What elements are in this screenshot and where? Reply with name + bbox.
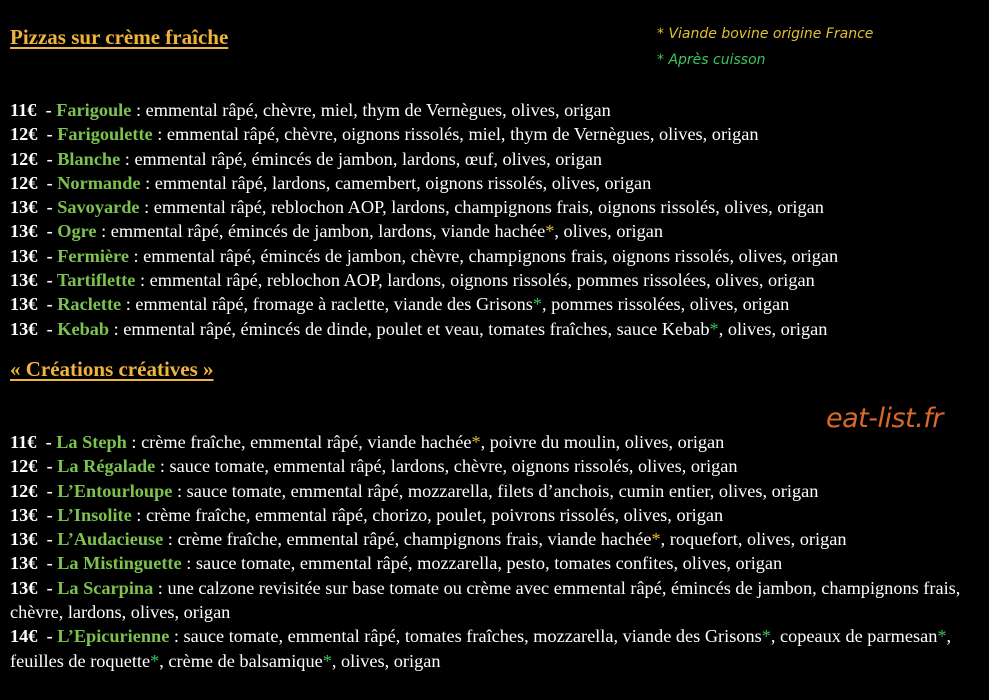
- item-price: 12€: [10, 456, 38, 477]
- item-name: Ogre: [57, 221, 97, 242]
- item-name: Raclette: [57, 294, 122, 315]
- item-price: 13€: [10, 504, 38, 525]
- menu-item: 13€ - Ogre : emmental râpé, émincés de jambon, lardons, viande hachée*, olives, origan: [10, 221, 664, 242]
- item-price: 12€: [10, 148, 38, 169]
- item-price: 13€: [10, 221, 38, 242]
- after-cooking-asterisk: *: [709, 318, 719, 339]
- creative-pizza-list: [10, 430, 985, 673]
- cream-pizza-list: [10, 98, 985, 341]
- after-cooking-asterisk: *: [150, 650, 160, 671]
- item-description: : emmental râpé, fromage à raclette, viande des Grisons: [121, 294, 533, 315]
- beef-origin-asterisk: *: [651, 529, 661, 550]
- item-name: L’Insolite: [57, 504, 132, 525]
- menu-item: 13€ - La Scarpina : une calzone revisitée sur base tomate ou crème avec emmental râpé, émincés de jambon, champignons frais, chèvre, lardons, olives, origan: [10, 577, 961, 623]
- watermark-logo: eat-list.fr: [826, 403, 943, 434]
- item-description: : crème fraîche, emmental râpé, viande hachée: [126, 432, 472, 452]
- item-description: : sauce tomate, emmental râpé, mozzarella, pesto, tomates confites, olives, origan: [181, 553, 783, 574]
- after-cooking-asterisk: *: [322, 650, 332, 671]
- menu-item: 13€ - Raclette : emmental râpé, fromage à raclette, viande des Grisons*, pommes rissolées, olives, origan: [10, 294, 790, 315]
- item-description: : emmental râpé, émincés de jambon, lardons, œuf, olives, origan: [120, 148, 602, 169]
- item-description: : emmental râpé, reblochon AOP, lardons, champignons frais, oignons rissolés, olives, origan: [139, 197, 824, 218]
- menu-item: 12€ - La Régalade : sauce tomate, emmental râpé, lardons, chèvre, oignons rissolés, olives, origan: [10, 456, 738, 477]
- menu-item: 12€ - Farigoulette : emmental râpé, chèvre, oignons rissolés, miel, thym de Vernègues, olives, origan: [10, 124, 759, 145]
- item-name: La Régalade: [57, 456, 156, 477]
- legend-beef-origin: * Viande bovine origine France: [657, 26, 874, 42]
- item-description: : emmental râpé, émincés de dinde, poulet et veau, tomates fraîches, sauce Kebab: [109, 318, 710, 339]
- item-description-end: , olives, origan: [554, 221, 664, 242]
- item-price: 13€: [10, 553, 38, 574]
- section-title-creative-creations: « Créations créatives »: [10, 357, 214, 381]
- after-cooking-asterisk: *: [937, 626, 947, 647]
- menu-item: 13€ - L’Insolite : crème fraîche, emmental râpé, chorizo, poulet, poivrons rissolés, olives, origan: [10, 504, 724, 525]
- section-title-cream-pizzas: Pizzas sur crème fraîche: [10, 25, 229, 49]
- item-name: Farigoule: [56, 100, 132, 120]
- after-cooking-asterisk: *: [761, 626, 771, 647]
- item-description: : emmental râpé, reblochon AOP, lardons, oignons rissolés, pommes rissolées, olives, origan: [135, 270, 815, 291]
- menu-item: 13€ - Tartiflette : emmental râpé, reblochon AOP, lardons, oignons rissolés, pommes rissolées, olives, origan: [10, 270, 815, 291]
- item-price: 12€: [10, 480, 38, 501]
- legend-after-cooking: * Après cuisson: [657, 52, 766, 68]
- item-description: : une calzone revisitée sur base tomate ou crème avec emmental râpé, émincés de jambon, champignons frais, chèvre, lardons, olives, origan: [10, 577, 961, 623]
- item-description: : sauce tomate, emmental râpé, lardons, chèvre, oignons rissolés, olives, origan: [155, 456, 738, 477]
- item-description: : emmental râpé, émincés de jambon, lardons, viande hachée: [96, 221, 546, 242]
- item-price: 14€: [10, 626, 38, 647]
- item-description-end: , poivre du moulin, olives, origan: [480, 432, 725, 452]
- item-description: : emmental râpé, chèvre, miel, thym de Vernègues, olives, origan: [131, 100, 611, 120]
- item-price: 11€: [10, 432, 37, 452]
- item-description-part: , feuilles de roquette: [10, 626, 952, 671]
- item-description: : emmental râpé, lardons, camembert, oignons rissolés, olives, origan: [140, 172, 652, 193]
- item-description: : crème fraîche, emmental râpé, chorizo, poulet, poivrons rissolés, olives, origan: [131, 504, 724, 525]
- menu-item: 11€ - Farigoule : emmental râpé, chèvre, miel, thym de Vernègues, olives, origan: [10, 100, 611, 120]
- item-price: 13€: [10, 318, 38, 339]
- item-name: L’Entourloupe: [57, 480, 173, 501]
- beef-origin-asterisk: *: [545, 221, 555, 242]
- item-price: 12€: [10, 124, 38, 145]
- item-price: 11€: [10, 100, 37, 120]
- menu-item: 11€ - La Steph : crème fraîche, emmental râpé, viande hachée*, poivre du moulin, olives, origan: [10, 432, 725, 452]
- item-name: Savoyarde: [57, 197, 140, 218]
- item-description: : emmental râpé, émincés de jambon, chèvre, champignons frais, oignons rissolés, olives, origan: [128, 245, 839, 266]
- item-name: La Mistinguette: [57, 553, 182, 574]
- item-name: La Scarpina: [57, 577, 154, 598]
- item-name: Blanche: [57, 148, 121, 169]
- menu-item: 13€ - Savoyarde : emmental râpé, reblochon AOP, lardons, champignons frais, oignons rissolés, olives, origan: [10, 197, 824, 218]
- menu-item: 13€ - L’Audacieuse : crème fraîche, emmental râpé, champignons frais, viande hachée*, roquefort, olives, origan: [10, 529, 847, 550]
- item-price: 13€: [10, 197, 38, 218]
- item-description: : sauce tomate, emmental râpé, mozzarella, filets d’anchois, cumin entier, olives, origan: [172, 480, 819, 501]
- item-name: L’Epicurienne: [57, 626, 170, 647]
- item-price: 13€: [10, 294, 38, 315]
- item-description-end: , pommes rissolées, olives, origan: [542, 294, 790, 315]
- item-price: 12€: [10, 172, 38, 193]
- item-name: L’Audacieuse: [57, 529, 164, 550]
- item-price: 13€: [10, 529, 38, 550]
- item-name: La Steph: [56, 432, 127, 452]
- item-price: 13€: [10, 245, 38, 266]
- item-price: 13€: [10, 577, 38, 598]
- item-name: Fermière: [57, 245, 129, 266]
- item-price: 13€: [10, 270, 38, 291]
- item-description-end: , roquefort, olives, origan: [660, 529, 847, 550]
- menu-item: 12€ - Blanche : emmental râpé, émincés de jambon, lardons, œuf, olives, origan: [10, 148, 602, 169]
- item-description-part: , copeaux de parmesan: [770, 626, 938, 647]
- item-description-part: , crème de balsamique: [159, 650, 323, 671]
- menu-item: 12€ - Normande : emmental râpé, lardons, camembert, oignons rissolés, olives, origan: [10, 172, 652, 193]
- item-name: Kebab: [57, 318, 110, 339]
- item-name: Normande: [57, 172, 141, 193]
- item-description: : crème fraîche, emmental râpé, champignons frais, viande hachée: [163, 529, 652, 550]
- item-description: : sauce tomate, emmental râpé, tomates fraîches, mozzarella, viande des Grisons: [169, 626, 762, 647]
- menu-item: 13€ - Fermière : emmental râpé, émincés de jambon, chèvre, champignons frais, oignons rissolés, olives, origan: [10, 245, 839, 266]
- menu-item: 12€ - L’Entourloupe : sauce tomate, emmental râpé, mozzarella, filets d’anchois, cumin entier, olives, origan: [10, 480, 819, 501]
- beef-origin-asterisk: *: [471, 432, 481, 452]
- after-cooking-asterisk: *: [532, 294, 542, 315]
- item-name: Tartiflette: [56, 270, 136, 291]
- item-name: Farigoulette: [57, 124, 153, 145]
- item-description: : emmental râpé, chèvre, oignons rissolés, miel, thym de Vernègues, olives, origan: [152, 124, 759, 145]
- menu-item: 13€ - Kebab : emmental râpé, émincés de dinde, poulet et veau, tomates fraîches, sauce Kebab*, olives, origan: [10, 318, 828, 339]
- menu-item: 14€ - L’Epicurienne : sauce tomate, emmental râpé, tomates fraîches, mozzarella, viande des Grisons*, copeaux de parmesan*, feuilles de roquette*, crème de balsamique*, olives, origan: [10, 626, 952, 671]
- item-description-end: , olives, origan: [331, 650, 441, 671]
- menu-item: 13€ - La Mistinguette : sauce tomate, emmental râpé, mozzarella, pesto, tomates confites, olives, origan: [10, 553, 783, 574]
- item-description-end: , olives, origan: [718, 318, 828, 339]
